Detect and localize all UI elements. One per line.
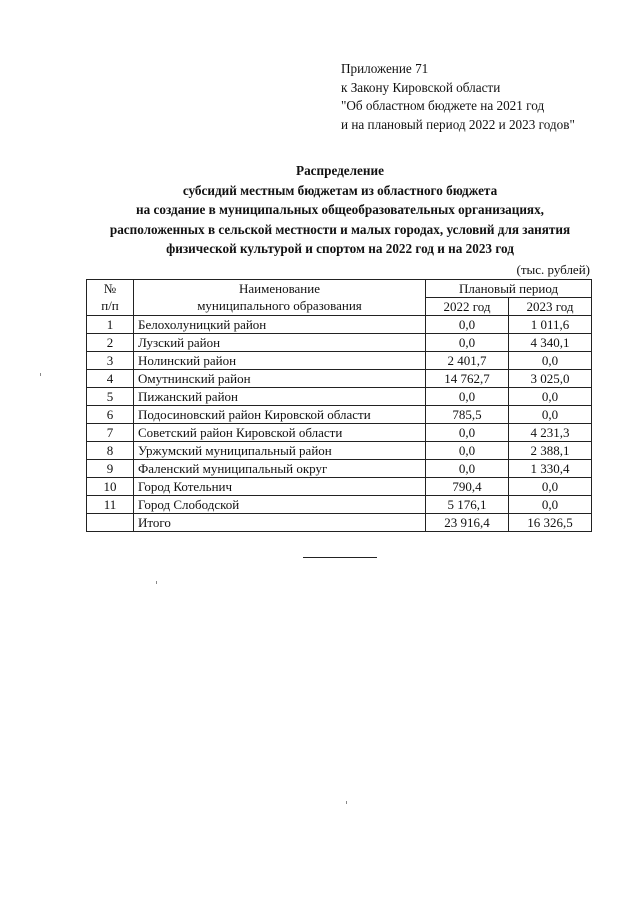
row-name: Фаленский муниципальный округ xyxy=(134,460,426,478)
row-value-2023: 1 011,6 xyxy=(509,316,592,334)
row-value-2023: 4 231,3 xyxy=(509,424,592,442)
row-value-2023: 0,0 xyxy=(509,406,592,424)
table-row xyxy=(87,388,592,406)
table-row xyxy=(87,370,592,388)
table-row xyxy=(87,496,592,514)
units-label: (тыс. рублей) xyxy=(516,262,590,277)
row-name: Пижанский район xyxy=(134,388,426,406)
row-value-2023: 2 388,1 xyxy=(509,442,592,460)
table-row xyxy=(87,442,592,460)
annex-line-1: Приложение 71 xyxy=(341,61,429,76)
row-value-2023: 0,0 xyxy=(509,496,592,514)
row-name: Лузский район xyxy=(134,334,426,352)
row-number: 10 xyxy=(87,478,134,496)
row-name: Нолинский район xyxy=(134,352,426,370)
row-value-2023: 0,0 xyxy=(509,352,592,370)
row-value-2022: 0,0 xyxy=(426,388,509,406)
header-number-line-2: п/п xyxy=(101,298,119,313)
row-value-2022: 790,4 xyxy=(426,478,509,496)
header-name-line-2: муниципального образования xyxy=(197,298,362,313)
row-value-2022: 2 401,7 xyxy=(426,352,509,370)
total-label: Итого xyxy=(134,514,426,532)
annex-header xyxy=(341,60,575,134)
row-value-2022: 0,0 xyxy=(426,334,509,352)
row-value-2022: 0,0 xyxy=(426,316,509,334)
scan-speck xyxy=(156,581,157,584)
table-row xyxy=(87,478,592,496)
row-value-2022: 0,0 xyxy=(426,442,509,460)
header-year-2022: 2022 год xyxy=(426,298,509,316)
title-line-3: на создание в муниципальных общеобразовательных организациях, xyxy=(136,202,544,218)
annex-line-4: и на плановый период 2022 и 2023 годов" xyxy=(341,116,575,132)
row-value-2022: 5 176,1 xyxy=(426,496,509,514)
row-value-2022: 0,0 xyxy=(426,460,509,478)
header-period: Плановый период xyxy=(426,280,592,298)
row-number: 5 xyxy=(87,388,134,406)
header-name xyxy=(134,280,426,316)
row-number: 7 xyxy=(87,424,134,442)
row-value-2022: 785,5 xyxy=(426,406,509,424)
annex-line-2: к Закону Кировской области xyxy=(341,79,501,95)
row-name: Подосиновский район Кировской области xyxy=(134,406,426,424)
table-row xyxy=(87,334,592,352)
title-line-2: субсидий местным бюджетам из областного бюджета xyxy=(182,182,498,198)
row-name: Советский район Кировской области xyxy=(134,424,426,442)
subsidy-table xyxy=(86,279,592,532)
scan-speck xyxy=(346,801,347,804)
row-number: 1 xyxy=(87,316,134,334)
table-total-row xyxy=(87,514,592,532)
row-name: Омутнинский район xyxy=(134,370,426,388)
row-value-2023: 1 330,4 xyxy=(509,460,592,478)
title-line-4: расположенных в сельской местности и малых городах, условий для занятия xyxy=(109,221,571,237)
document-title xyxy=(60,161,620,259)
total-value-2022: 23 916,4 xyxy=(426,514,509,532)
table-row xyxy=(87,316,592,334)
header-number-line-1: № xyxy=(103,281,117,296)
row-number: 4 xyxy=(87,370,134,388)
row-number: 11 xyxy=(87,496,134,514)
table-row xyxy=(87,424,592,442)
table-row xyxy=(87,352,592,370)
annex-line-3: "Об областном бюджете на 2021 год xyxy=(341,98,545,113)
table-header-row xyxy=(87,280,592,298)
title-line-5: физической культурой и спортом на 2022 год и на 2023 год xyxy=(166,241,514,257)
row-value-2023: 0,0 xyxy=(509,388,592,406)
row-value-2023: 0,0 xyxy=(509,478,592,496)
scan-speck xyxy=(40,373,41,376)
table-row xyxy=(87,460,592,478)
table-row xyxy=(87,406,592,424)
row-value-2022: 0,0 xyxy=(426,424,509,442)
title-line-1: Распределение xyxy=(296,163,384,178)
header-year-2023: 2023 год xyxy=(509,298,592,316)
row-name: Город Слободской xyxy=(134,496,426,514)
row-value-2023: 3 025,0 xyxy=(509,370,592,388)
row-value-2022: 14 762,7 xyxy=(426,370,509,388)
row-value-2023: 4 340,1 xyxy=(509,334,592,352)
closing-rule xyxy=(303,557,377,558)
row-number: 8 xyxy=(87,442,134,460)
row-number: 9 xyxy=(87,460,134,478)
row-name: Белохолуницкий район xyxy=(134,316,426,334)
header-number xyxy=(87,280,134,316)
row-name: Город Котельнич xyxy=(134,478,426,496)
total-value-2023: 16 326,5 xyxy=(509,514,592,532)
row-number: 2 xyxy=(87,334,134,352)
header-name-line-1: Наименование xyxy=(239,281,320,296)
row-name: Уржумский муниципальный район xyxy=(134,442,426,460)
total-number xyxy=(87,514,134,532)
row-number: 3 xyxy=(87,352,134,370)
row-number: 6 xyxy=(87,406,134,424)
